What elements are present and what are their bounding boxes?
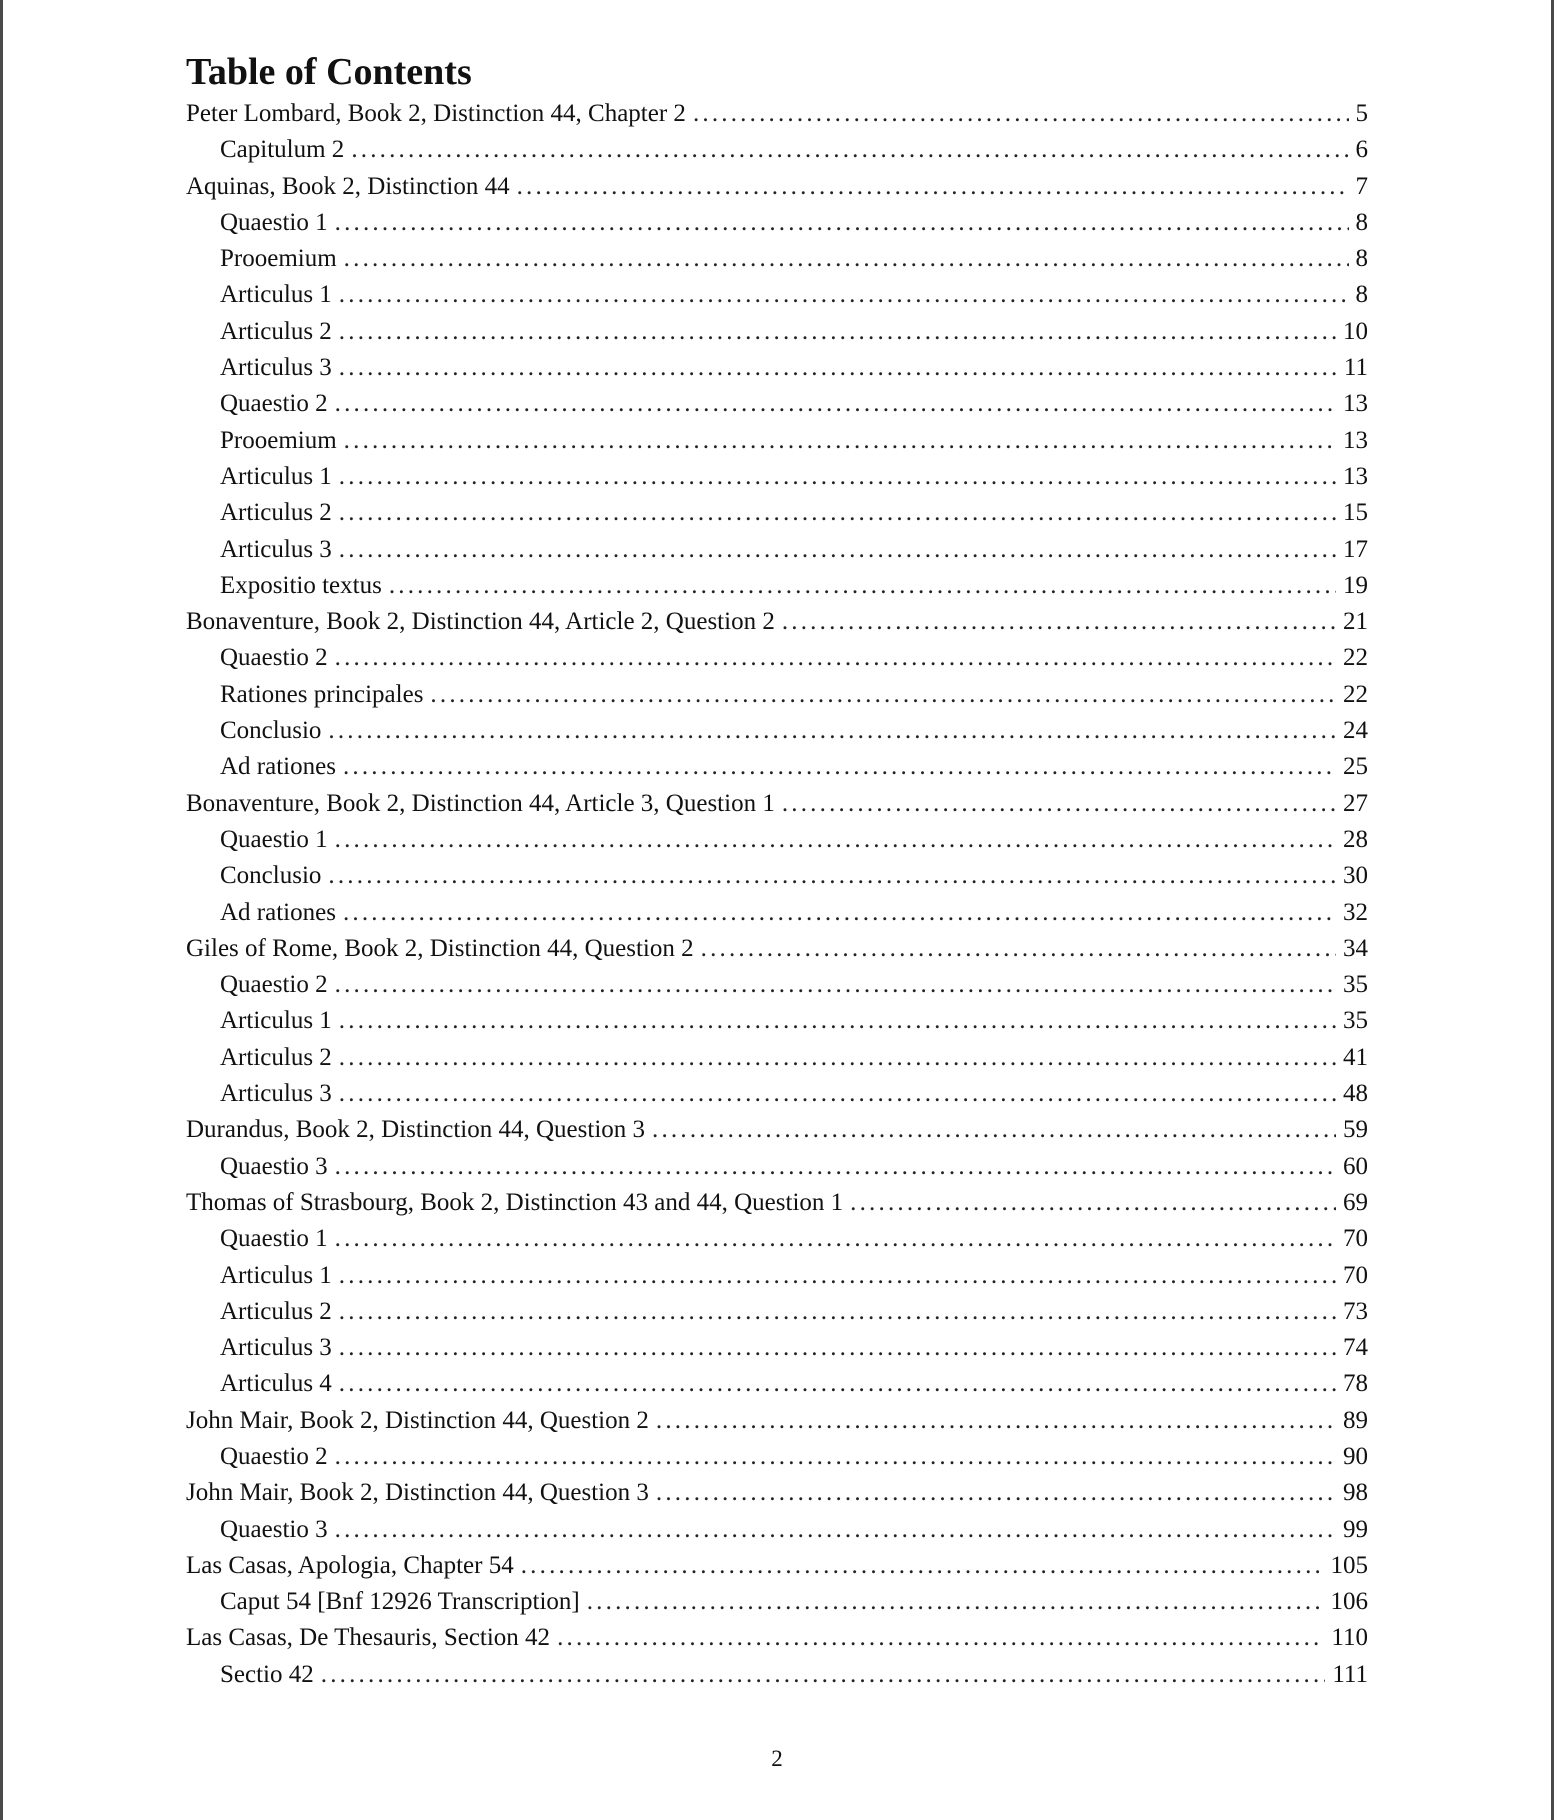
toc-entry-page: 15 (1343, 499, 1368, 527)
page-number: 2 (771, 1746, 783, 1771)
toc-entry[interactable] (186, 858, 1368, 894)
toc-entry-title: Caput 54 [Bnf 12926 Transcription] (220, 1588, 580, 1616)
toc-entry-title: Quaestio 2 (220, 1442, 328, 1470)
toc-entry-page: 106 (1330, 1588, 1368, 1616)
toc-entry[interactable] (186, 314, 1368, 350)
toc-entry[interactable] (186, 1112, 1368, 1148)
toc-entry-title: John Mair, Book 2, Distinction 44, Question 3 (186, 1479, 649, 1507)
toc-entry[interactable] (186, 1512, 1368, 1548)
toc-entry-title: Articulus 1 (220, 462, 332, 490)
toc-entry-title: Quaestio 2 (220, 390, 328, 418)
toc-entry-title: Peter Lombard, Book 2, Distinction 44, Chapter 2 (186, 100, 686, 127)
toc-entry[interactable] (186, 1185, 1368, 1221)
toc-entry-page: 89 (1343, 1406, 1368, 1434)
toc-entry-page: 41 (1343, 1043, 1368, 1071)
toc-entry-title: Articulus 2 (220, 499, 332, 527)
toc-entry[interactable] (186, 749, 1368, 785)
toc-entry[interactable] (186, 1294, 1368, 1330)
toc-entry-page: 7 (1355, 172, 1368, 200)
toc-dot-leader (389, 568, 1336, 604)
toc-entry-page: 8 (1355, 245, 1368, 273)
toc-entry-title: Las Casas, De Thesauris, Section 42 (186, 1624, 551, 1652)
toc-dot-leader (343, 749, 1336, 785)
toc-entry-page: 11 (1343, 354, 1368, 382)
toc-entry-title: Expositio textus (220, 571, 382, 599)
toc-dot-leader (701, 931, 1336, 967)
toc-entry[interactable] (186, 677, 1368, 713)
toc-entry-title: Articulus 3 (220, 354, 332, 382)
toc-entry-title: Aquinas, Book 2, Distinction 44 (186, 172, 510, 200)
toc-entry[interactable] (186, 1221, 1368, 1257)
toc-entry-page: 22 (1343, 680, 1368, 708)
toc-entry[interactable] (186, 423, 1368, 459)
toc-entry-page: 17 (1343, 535, 1368, 563)
toc-entry[interactable] (186, 205, 1368, 241)
toc-dot-leader (339, 1330, 1336, 1366)
toc-entry-page: 27 (1343, 789, 1368, 817)
toc-dot-leader (339, 1258, 1336, 1294)
toc-entry-title: Capitulum 2 (220, 136, 345, 164)
toc-entry[interactable] (186, 1620, 1368, 1656)
toc-entry-title: Articulus 3 (220, 1334, 332, 1362)
toc-dot-leader (339, 1040, 1336, 1076)
toc-dot-leader (693, 96, 1349, 132)
toc-entry-page: 70 (1343, 1261, 1368, 1289)
toc-entry-title: Articulus 3 (220, 535, 332, 563)
toc-entry[interactable] (186, 931, 1368, 967)
toc-entry-page: 19 (1343, 571, 1368, 599)
toc-entry[interactable] (186, 1403, 1368, 1439)
toc-entry-title: Giles of Rome, Book 2, Distinction 44, Question 2 (186, 934, 694, 962)
toc-entry-title: Articulus 4 (220, 1370, 332, 1398)
toc-entry-title: Las Casas, Apologia, Chapter 54 (186, 1551, 514, 1579)
toc-entry[interactable] (186, 713, 1368, 749)
toc-dot-leader (351, 132, 1348, 168)
toc-entry-page: 8 (1355, 281, 1368, 309)
toc-entry-page: 21 (1343, 608, 1368, 636)
toc-entry-title: Quaestio 3 (220, 1152, 328, 1180)
toc-entry-title: Quaestio 1 (220, 825, 328, 853)
toc-entry-page: 59 (1343, 1116, 1368, 1144)
toc-entry[interactable] (186, 1475, 1368, 1511)
toc-entry-page: 111 (1332, 1660, 1368, 1688)
toc-entry[interactable] (186, 604, 1368, 640)
toc-entry[interactable] (186, 1584, 1368, 1620)
toc-entry-page: 99 (1343, 1515, 1368, 1543)
toc-entry-title: Prooemium (220, 426, 337, 454)
toc-entry-title: Sectio 42 (220, 1660, 314, 1688)
toc-entry-page: 8 (1355, 208, 1368, 236)
toc-dot-leader (328, 858, 1336, 894)
toc-entry[interactable] (186, 1258, 1368, 1294)
toc-dot-leader (652, 1112, 1336, 1148)
toc-entry[interactable] (186, 1548, 1368, 1584)
toc-dot-leader (656, 1475, 1336, 1511)
toc-dot-leader (587, 1584, 1324, 1620)
toc-entry-page: 69 (1343, 1188, 1368, 1216)
toc-entry-title: John Mair, Book 2, Distinction 44, Question 2 (186, 1406, 649, 1434)
toc-dot-leader (339, 277, 1349, 313)
toc-entry-page: 70 (1343, 1225, 1368, 1253)
toc-entry-page: 78 (1343, 1370, 1368, 1398)
toc-entry-page: 74 (1343, 1334, 1368, 1362)
toc-entry-page: 35 (1343, 1007, 1368, 1035)
toc-dot-leader (339, 495, 1336, 531)
toc-entry-page: 10 (1343, 317, 1368, 345)
toc-entry[interactable] (186, 786, 1368, 822)
toc-entry-page: 13 (1343, 426, 1368, 454)
toc-dot-leader (335, 640, 1336, 676)
toc-dot-leader (335, 822, 1336, 858)
toc-entry-page: 60 (1343, 1152, 1368, 1180)
toc-entry-page: 98 (1343, 1479, 1368, 1507)
document-page (186, 48, 1368, 1693)
toc-dot-leader (782, 604, 1336, 640)
toc-entry[interactable] (186, 241, 1368, 277)
toc-entry[interactable] (186, 967, 1368, 1003)
toc-entry[interactable] (186, 169, 1368, 205)
toc-entry-page: 73 (1343, 1297, 1368, 1325)
toc-entry[interactable] (186, 459, 1368, 495)
toc-dot-leader (339, 459, 1336, 495)
toc-dot-leader (656, 1403, 1336, 1439)
toc-entry[interactable] (186, 132, 1368, 168)
toc-entry-title: Articulus 2 (220, 1297, 332, 1325)
toc-dot-leader (339, 1003, 1336, 1039)
toc-entry-page: 24 (1343, 717, 1368, 745)
toc-entry-title: Durandus, Book 2, Distinction 44, Question 3 (186, 1116, 646, 1144)
toc-entry[interactable] (186, 350, 1368, 386)
toc-entry[interactable] (186, 1149, 1368, 1185)
toc-entry-title: Quaestio 1 (220, 208, 328, 236)
toc-entry-title: Articulus 2 (220, 1043, 332, 1071)
toc-dot-leader (335, 1149, 1336, 1185)
toc-dot-leader (339, 532, 1336, 568)
toc-dot-leader (339, 1076, 1336, 1112)
toc-entry[interactable] (186, 1657, 1368, 1693)
toc-dot-leader (339, 314, 1336, 350)
toc-entry[interactable] (186, 895, 1368, 931)
page-title: Table of Contents (186, 51, 472, 93)
toc-entry[interactable] (186, 277, 1368, 313)
toc-dot-leader (557, 1620, 1324, 1656)
toc-dot-leader (339, 350, 1337, 386)
toc-entry-title: Conclusio (220, 862, 322, 890)
toc-entry[interactable] (186, 532, 1368, 568)
toc-dot-leader (335, 1221, 1336, 1257)
toc-dot-leader (339, 1366, 1336, 1402)
toc-entry-page: 110 (1331, 1624, 1368, 1652)
toc-entry-page: 28 (1343, 825, 1368, 853)
toc-entry-title: Articulus 3 (220, 1080, 332, 1108)
viewer-left-edge (0, 0, 3, 1820)
toc-entry-title: Articulus 2 (220, 317, 332, 345)
toc-entry[interactable] (186, 568, 1368, 604)
toc-entry[interactable] (186, 1330, 1368, 1366)
toc-dot-leader (521, 1548, 1324, 1584)
toc-entry-title: Quaestio 1 (220, 1225, 328, 1253)
toc-entry-page: 90 (1343, 1442, 1368, 1470)
toc-entry-page: 30 (1343, 862, 1368, 890)
toc-entry[interactable] (186, 96, 1368, 132)
toc-dot-leader (339, 1294, 1336, 1330)
toc-dot-leader (850, 1185, 1336, 1221)
toc-entry-title: Prooemium (220, 245, 337, 273)
toc-dot-leader (335, 386, 1336, 422)
toc-entry[interactable] (186, 1366, 1368, 1402)
toc-entry-page: 25 (1343, 753, 1368, 781)
toc-dot-leader (343, 895, 1336, 931)
toc-dot-leader (321, 1657, 1326, 1693)
toc-dot-leader (335, 205, 1349, 241)
toc-entry-title: Bonaventure, Book 2, Distinction 44, Article 2, Question 2 (186, 608, 775, 636)
toc-entry-page: 22 (1343, 644, 1368, 672)
toc-entry-page: 6 (1355, 136, 1368, 164)
toc-entry-page: 105 (1330, 1551, 1368, 1579)
toc-entry-title: Rationes principales (220, 680, 424, 708)
toc-entry-title: Ad rationes (220, 898, 336, 926)
toc-entry-title: Quaestio 2 (220, 971, 328, 999)
toc-entry-page: 32 (1343, 898, 1368, 926)
toc-entry-page: 48 (1343, 1080, 1368, 1108)
toc-entry-title: Articulus 1 (220, 281, 332, 309)
toc-dot-leader (335, 1512, 1336, 1548)
toc-entry[interactable] (186, 1003, 1368, 1039)
toc-entry[interactable] (186, 495, 1368, 531)
toc-entry-title: Articulus 1 (220, 1007, 332, 1035)
toc-entry-title: Quaestio 3 (220, 1515, 328, 1543)
toc-list (186, 96, 1368, 1693)
toc-entry[interactable] (186, 640, 1368, 676)
toc-entry-page: 13 (1343, 390, 1368, 418)
toc-entry-title: Bonaventure, Book 2, Distinction 44, Article 3, Question 1 (186, 789, 775, 817)
toc-entry-title: Thomas of Strasbourg, Book 2, Distinction 43 and 44, Question 1 (186, 1188, 844, 1216)
toc-entry-title: Conclusio (220, 717, 322, 745)
toc-dot-leader (517, 169, 1349, 205)
toc-entry-page: 5 (1355, 100, 1368, 127)
toc-entry-title: Quaestio 2 (220, 644, 328, 672)
toc-dot-leader (344, 423, 1336, 459)
toc-dot-leader (344, 241, 1349, 277)
toc-entry[interactable] (186, 1076, 1368, 1112)
toc-entry-page: 34 (1343, 934, 1368, 962)
toc-entry[interactable] (186, 822, 1368, 858)
toc-entry[interactable] (186, 1439, 1368, 1475)
toc-entry[interactable] (186, 1040, 1368, 1076)
toc-dot-leader (430, 677, 1336, 713)
toc-dot-leader (328, 713, 1336, 749)
toc-entry[interactable] (186, 386, 1368, 422)
toc-dot-leader (782, 786, 1336, 822)
toc-entry-title: Articulus 1 (220, 1261, 332, 1289)
toc-dot-leader (335, 967, 1336, 1003)
toc-entry-page: 13 (1343, 462, 1368, 490)
toc-entry-title: Ad rationes (220, 753, 336, 781)
toc-entry-page: 35 (1343, 971, 1368, 999)
toc-dot-leader (335, 1439, 1336, 1475)
